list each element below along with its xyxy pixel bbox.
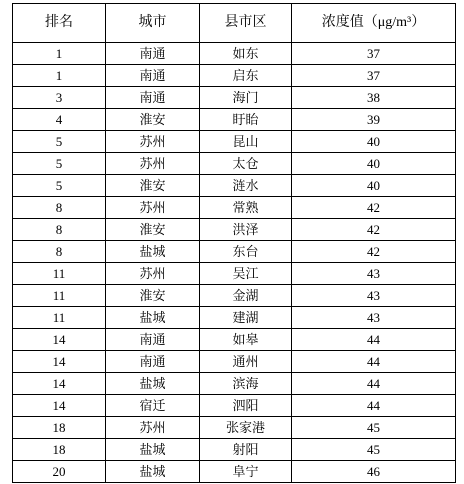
cell-concentration: 44 (292, 395, 456, 417)
cell-rank: 14 (13, 373, 106, 395)
cell-county: 昆山 (200, 131, 292, 153)
cell-city: 盐城 (106, 373, 200, 395)
cell-county: 如皋 (200, 329, 292, 351)
table-row (13, 351, 456, 373)
cell-rank: 1 (13, 43, 106, 65)
table-row (13, 175, 456, 197)
cell-concentration: 44 (292, 351, 456, 373)
cell-concentration: 40 (292, 175, 456, 197)
cell-city: 苏州 (106, 263, 200, 285)
cell-city: 盐城 (106, 307, 200, 329)
cell-rank: 14 (13, 395, 106, 417)
cell-city: 苏州 (106, 197, 200, 219)
cell-rank: 8 (13, 197, 106, 219)
table-row (13, 43, 456, 65)
cell-county: 滨海 (200, 373, 292, 395)
cell-county: 洪泽 (200, 219, 292, 241)
cell-city: 南通 (106, 87, 200, 109)
cell-rank: 11 (13, 263, 106, 285)
cell-county: 建湖 (200, 307, 292, 329)
cell-city: 淮安 (106, 219, 200, 241)
cell-concentration: 42 (292, 241, 456, 263)
cell-concentration: 44 (292, 373, 456, 395)
cell-county: 启东 (200, 65, 292, 87)
cell-rank: 18 (13, 439, 106, 461)
table-row (13, 285, 456, 307)
cell-rank: 11 (13, 307, 106, 329)
table-row (13, 87, 456, 109)
cell-county: 如东 (200, 43, 292, 65)
cell-concentration: 43 (292, 307, 456, 329)
cell-concentration: 42 (292, 219, 456, 241)
cell-concentration: 45 (292, 417, 456, 439)
table-row (13, 417, 456, 439)
header-city: 城市 (106, 4, 200, 43)
cell-city: 盐城 (106, 241, 200, 263)
table-row (13, 263, 456, 285)
cell-rank: 4 (13, 109, 106, 131)
cell-concentration: 43 (292, 263, 456, 285)
cell-concentration: 37 (292, 65, 456, 87)
table-row (13, 109, 456, 131)
table-row (13, 395, 456, 417)
table-row (13, 329, 456, 351)
table-row (13, 461, 456, 483)
cell-county: 海门 (200, 87, 292, 109)
table-row (13, 219, 456, 241)
table-row (13, 307, 456, 329)
cell-city: 淮安 (106, 109, 200, 131)
table-row (13, 373, 456, 395)
cell-concentration: 39 (292, 109, 456, 131)
cell-county: 通州 (200, 351, 292, 373)
cell-city: 苏州 (106, 131, 200, 153)
cell-rank: 11 (13, 285, 106, 307)
cell-county: 涟水 (200, 175, 292, 197)
cell-county: 射阳 (200, 439, 292, 461)
header-concentration: 浓度值（μg/m³） (292, 4, 456, 43)
cell-concentration: 38 (292, 87, 456, 109)
table-header-row (13, 4, 456, 43)
table-row (13, 439, 456, 461)
cell-city: 宿迁 (106, 395, 200, 417)
cell-concentration: 37 (292, 43, 456, 65)
cell-county: 张家港 (200, 417, 292, 439)
cell-county: 金湖 (200, 285, 292, 307)
ranking-table-container (12, 3, 456, 483)
cell-city: 盐城 (106, 439, 200, 461)
cell-rank: 5 (13, 153, 106, 175)
table-row (13, 153, 456, 175)
header-rank: 排名 (13, 4, 106, 43)
header-county: 县市区 (200, 4, 292, 43)
ranking-table (12, 3, 456, 483)
cell-rank: 8 (13, 219, 106, 241)
cell-city: 苏州 (106, 153, 200, 175)
cell-concentration: 44 (292, 329, 456, 351)
table-row (13, 241, 456, 263)
cell-rank: 8 (13, 241, 106, 263)
cell-county: 太仓 (200, 153, 292, 175)
cell-county: 常熟 (200, 197, 292, 219)
cell-rank: 14 (13, 351, 106, 373)
cell-county: 泗阳 (200, 395, 292, 417)
cell-county: 吴江 (200, 263, 292, 285)
cell-city: 南通 (106, 329, 200, 351)
cell-concentration: 40 (292, 131, 456, 153)
table-row (13, 197, 456, 219)
cell-concentration: 42 (292, 197, 456, 219)
cell-county: 东台 (200, 241, 292, 263)
cell-city: 淮安 (106, 285, 200, 307)
cell-city: 淮安 (106, 175, 200, 197)
cell-city: 南通 (106, 351, 200, 373)
cell-concentration: 43 (292, 285, 456, 307)
cell-rank: 1 (13, 65, 106, 87)
cell-city: 盐城 (106, 461, 200, 483)
cell-rank: 3 (13, 87, 106, 109)
cell-city: 南通 (106, 43, 200, 65)
cell-rank: 5 (13, 131, 106, 153)
cell-city: 苏州 (106, 417, 200, 439)
cell-rank: 18 (13, 417, 106, 439)
cell-rank: 20 (13, 461, 106, 483)
cell-concentration: 40 (292, 153, 456, 175)
cell-county: 盱眙 (200, 109, 292, 131)
cell-city: 南通 (106, 65, 200, 87)
cell-county: 阜宁 (200, 461, 292, 483)
table-row (13, 131, 456, 153)
cell-concentration: 46 (292, 461, 456, 483)
table-body (13, 43, 456, 483)
cell-concentration: 45 (292, 439, 456, 461)
cell-rank: 5 (13, 175, 106, 197)
table-row (13, 65, 456, 87)
cell-rank: 14 (13, 329, 106, 351)
